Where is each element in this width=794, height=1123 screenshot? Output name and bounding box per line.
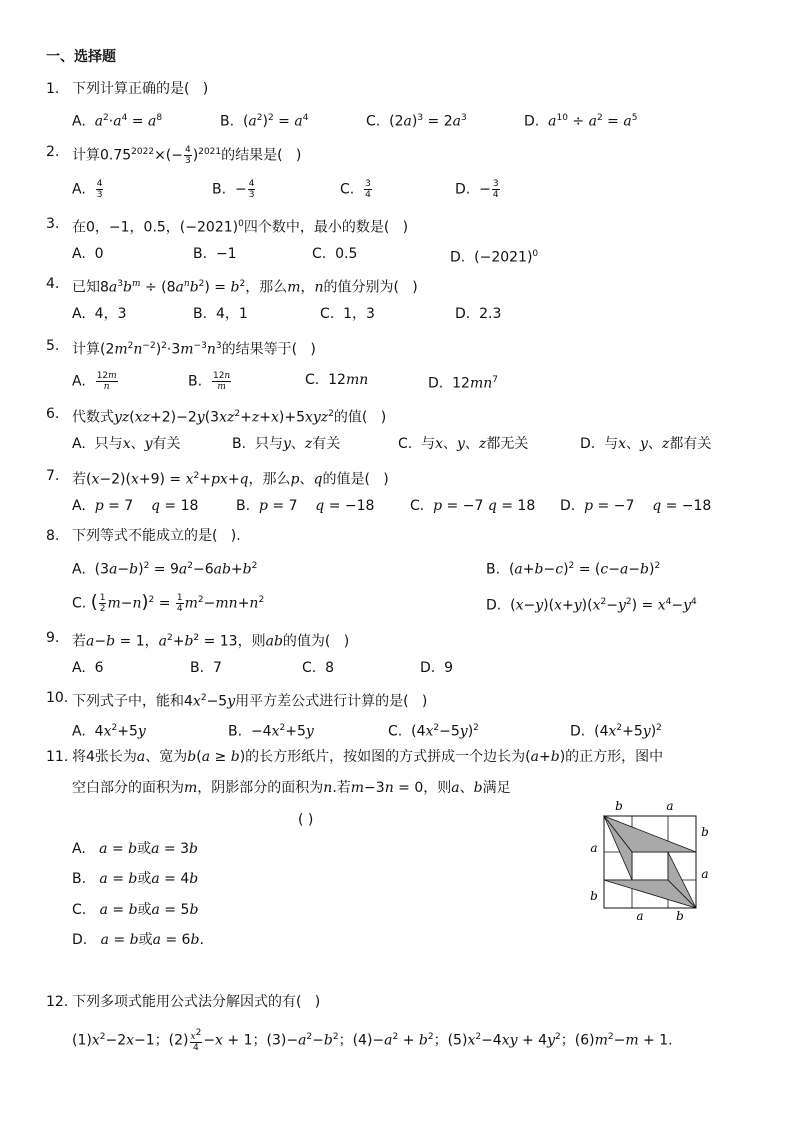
q12-expressions: $(1)x^2-2x-1$；(2) $\frac{x^2}{4}$ −x + 1；$(3)-a^2-b^2$；$(4)-a^2 + b^2$；$(5)x^2-4xy + 4y^2$；$(6)m^2-m + 1$. — [72, 1028, 673, 1054]
q1-num: 1. — [46, 81, 60, 97]
q5-option-d[interactable]: D. $12mn^7$ — [428, 375, 498, 392]
q1-option-d[interactable]: D. $a^{10} \div a^2 = a^5$ — [524, 113, 638, 130]
q10-stem: 下列式子中，能和$4x^2-5y$用平方差公式进行计算的是( ) — [72, 693, 428, 710]
q11-answer-bracket: ( ) — [298, 812, 314, 828]
q11-figure — [586, 796, 716, 924]
q1-stem: 下列计算正确的是( ) — [72, 81, 209, 97]
q5-num: 5. — [46, 338, 60, 354]
q4-option-c[interactable]: C. 1，3 — [320, 306, 375, 322]
q9-option-b[interactable]: B. 7 — [190, 660, 222, 676]
q4-option-a[interactable]: A. 4，3 — [72, 306, 127, 322]
q3-option-c[interactable]: C. 0.5 — [312, 246, 358, 262]
q1-option-a[interactable]: A. $a^2\cdot a^4 = a^8$ — [72, 113, 163, 130]
question-1 — [46, 80, 59, 98]
q2-option-b[interactable]: B. − $\frac{4}{3}$ — [212, 179, 255, 200]
q3-option-d[interactable]: D. $(-2021)^0$ — [450, 249, 539, 266]
q11-option-b[interactable]: B. a = b或a = 4b — [72, 871, 199, 887]
q9-option-a[interactable]: A. 6 — [72, 660, 104, 676]
q8-stem: 下列等式不能成立的是( ). — [72, 528, 241, 544]
q7-option-b[interactable]: B. p = 7 q = −18 — [236, 498, 375, 514]
q3-num: 3. — [46, 216, 60, 232]
section-title: 一、选择题 — [46, 49, 116, 65]
q10-num: 10. — [46, 690, 69, 706]
q3-option-a[interactable]: A. 0 — [72, 246, 104, 262]
q4-option-b[interactable]: B. 4，1 — [193, 306, 248, 322]
q10-option-d[interactable]: D. $(4x^2+5y)^2$ — [570, 723, 662, 740]
q6-option-a[interactable]: A. 只与x、y有关 — [72, 436, 181, 452]
fig-label-top-b: b — [615, 799, 623, 813]
q9-num: 9. — [46, 630, 60, 646]
q6-option-d[interactable]: D. 与x、y、z都有关 — [580, 436, 712, 452]
q7-stem: 若$(x-2)(x+9) = x^2+px+q$，那么p、q的值是( ) — [72, 471, 389, 488]
q1-option-c[interactable]: C. $(2a)^3 = 2a^3$ — [366, 113, 467, 130]
q4-num: 4. — [46, 276, 60, 292]
q9-option-d[interactable]: D. 9 — [420, 660, 454, 676]
q6-option-b[interactable]: B. 只与y、z有关 — [232, 436, 341, 452]
q2-stem: 计算$0.75^{2022}\times(-$ $\frac{4}{3}$ )$^{2021}$的结果是( ) — [72, 145, 302, 167]
q6-num: 6. — [46, 406, 60, 422]
fig-label-bottom-b: b — [676, 909, 684, 923]
q7-option-a[interactable]: A. p = 7 q = 18 — [72, 498, 199, 514]
q7-option-c[interactable]: C. p = −7 q = 18 — [410, 498, 536, 514]
q11-stem-line-1: 将4张长为a、宽为b(a ≥ b)的长方形纸片，按如图的方式拼成一个边长为(a+b)的正方形，图中 — [72, 749, 664, 765]
q9-option-c[interactable]: C. 8 — [302, 660, 335, 676]
q11-stem-line-2: 空白部分的面积为m，阴影部分的面积为n.若m−3n = 0，则a、b满足 — [72, 780, 511, 796]
q11-option-c[interactable]: C. a = b或a = 5b — [72, 902, 199, 918]
fig-label-bottom-a: a — [636, 909, 644, 923]
q3-option-b[interactable]: B. −1 — [193, 246, 237, 262]
fig-label-right-b: b — [701, 825, 709, 839]
q12-stem: 下列多项式能用公式法分解因式的有( ) — [72, 994, 321, 1010]
q8-num: 8. — [46, 528, 60, 544]
q11-option-a[interactable]: A. a = b或a = 3b — [72, 841, 198, 857]
q5-option-c[interactable]: C. 12mn — [305, 372, 369, 388]
q11-option-d[interactable]: D. a = b或a = 6b. — [72, 932, 204, 948]
q7-option-d[interactable]: D. p = −7 q = −18 — [560, 498, 712, 514]
q4-option-d[interactable]: D. 2.3 — [455, 306, 502, 322]
q7-num: 7. — [46, 468, 60, 484]
q12-num: 12. — [46, 994, 69, 1010]
q6-stem: 代数式$yz(xz+2)-2y(3xz^2+z+x)+5xyz^2$的值( ) — [72, 409, 387, 426]
q5-option-a[interactable]: A. $\frac{12m}{n}$ — [72, 371, 117, 392]
q2-option-c[interactable]: C. $\frac{3}{4}$ — [340, 179, 371, 200]
q6-option-c[interactable]: C. 与x、y、z都无关 — [398, 436, 529, 452]
fig-label-left-b: b — [590, 889, 598, 903]
q10-option-c[interactable]: C. $(4x^2-5y)^2$ — [388, 723, 479, 740]
q3-stem: 在0，−1，0.5，$(-2021)^0$四个数中，最小的数是( ) — [72, 219, 409, 236]
q4-stem: 已知$8a^3b^m \div (8a^nb^2) = b^2$，那么m，n的值分别为( ) — [72, 279, 418, 296]
q1-option-b[interactable]: B. $(a^2)^2 = a^4$ — [220, 113, 309, 130]
fig-label-left-a: a — [590, 841, 598, 855]
q2-option-d[interactable]: D. − $\frac{3}{4}$ — [455, 179, 499, 200]
q8-option-c[interactable]: C. ( $\frac{1}{2}$ m−n)$^2$ = $\frac{1}{4}$ $m^2-mn+n^2$ — [72, 591, 265, 615]
q8-option-b[interactable]: B. $(a+b-c)^2 = (c-a-b)^2$ — [486, 561, 661, 578]
q2-num: 2. — [46, 144, 60, 160]
q11-num: 11. — [46, 749, 69, 765]
q2-option-a[interactable]: A. $\frac{4}{3}$ — [72, 179, 103, 200]
fig-label-top-a: a — [666, 799, 674, 813]
q10-option-b[interactable]: B. $-4x^2+5y$ — [228, 723, 314, 740]
q8-option-a[interactable]: A. $(3a-b)^2 = 9a^2-6ab+b^2$ — [72, 561, 258, 578]
q8-option-d[interactable]: D. $(x-y)(x+y)(x^2-y^2) = x^4-y^4$ — [486, 597, 697, 614]
fig-label-right-a: a — [701, 867, 709, 881]
q5-stem: 计算$(2m^2n^{-2})^2\cdot 3m^{-3}n^3$的结果等于( ) — [72, 341, 316, 358]
q5-option-b[interactable]: B. $\frac{12n}{m}$ — [188, 371, 231, 392]
q10-option-a[interactable]: A. $4x^2+5y$ — [72, 723, 146, 740]
q9-stem: 若a−b = 1，$a^2+b^2 = 13$，则ab的值为( ) — [72, 633, 350, 650]
inner-square — [632, 852, 668, 880]
